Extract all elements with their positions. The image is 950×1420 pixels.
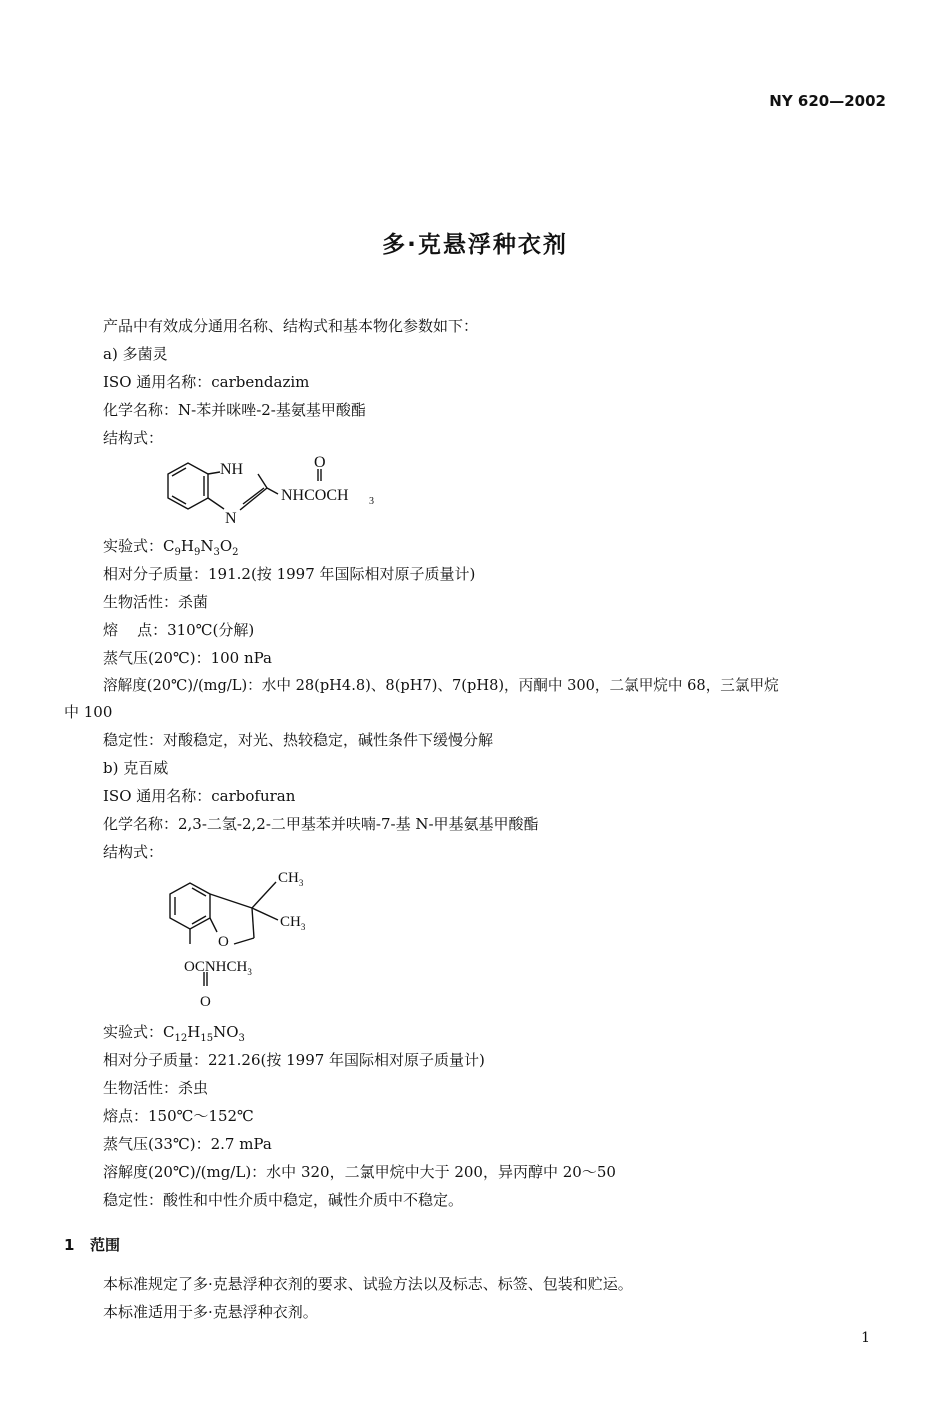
formula-n: N <box>200 537 214 555</box>
side-chain-label: NHCOCH <box>281 487 349 504</box>
intro-text: 产品中有效成分通用名称、结构式和基本物化参数如下： <box>103 317 479 335</box>
ingredient-b-activity: 生物活性：杀虫 <box>103 1079 209 1097</box>
ch3-bottom-label: $CH_3$ <box>280 914 306 932</box>
ingredient-a-vapor: 蒸气压(20℃)：100 nPa <box>103 649 272 667</box>
formula-h: H <box>187 1023 201 1041</box>
ingredient-a-stability: 稳定性：对酸稳定，对光、热较稳定，碱性条件下缓慢分解 <box>103 731 494 749</box>
ingredient-b-vapor: 蒸气压(33℃)：2.7 mPa <box>103 1135 272 1153</box>
carbofuran-structure <box>150 862 350 1014</box>
formula-c: C <box>163 537 175 555</box>
standard-code: NY 620—2002 <box>769 92 886 110</box>
ingredient-b-iso-name: ISO 通用名称：carbofuran <box>103 787 296 805</box>
n-label: N <box>225 510 237 527</box>
nh-label: NH <box>220 461 244 478</box>
formula-h-count: 15 <box>200 1033 214 1044</box>
formula-prefix: 实验式： <box>103 1023 164 1041</box>
side-chain-subscript: 3 <box>369 496 374 507</box>
formula-o: O <box>219 537 233 555</box>
ingredient-b-stability: 稳定性：酸性和中性介质中稳定，碱性介质中不稳定。 <box>103 1191 464 1209</box>
ingredient-a-mass: 相对分子质量：191.2(按 1997 年国际相对原子质量计) <box>103 565 476 583</box>
ingredient-a-solubility: 溶解度(20℃)/(mg/L)：水中 28(pH4.8)、8(pH7)、7(pH8)，丙酮中 300，二氯甲烷中 68，三氯甲烷 <box>103 677 779 694</box>
carbonyl-o-label: O <box>314 454 326 471</box>
carbonyl-o-label: O <box>200 994 211 1010</box>
ingredient-b-mass: 相对分子质量：221.26(按 1997 年国际相对原子质量计) <box>103 1051 485 1069</box>
ingredient-b-melting: 熔点：150℃～152℃ <box>103 1107 254 1125</box>
section-1-heading <box>64 1234 120 1255</box>
ingredient-b-chem-name: 化学名称：2,3-二氢-2,2-二甲基苯并呋喃-7-基 N-甲基氨基甲酸酯 <box>103 815 539 833</box>
section-number: 1 <box>64 1236 75 1254</box>
ingredient-a-activity: 生物活性：杀菌 <box>103 593 209 611</box>
ingredient-a-formula <box>103 536 239 563</box>
formula-h-count: 9 <box>193 547 201 558</box>
page-number: 1 <box>861 1330 870 1346</box>
formula-n-count: 3 <box>213 547 220 558</box>
formula-o-count: 3 <box>238 1033 245 1044</box>
formula-o: O <box>226 1023 239 1041</box>
ingredient-b-solubility: 溶解度(20℃)/(mg/L)：水中 320，二氯甲烷中大于 200，异丙醇中 20～50 <box>103 1163 616 1181</box>
ingredient-a-heading: a) 多菌灵 <box>103 345 168 363</box>
ch3-top-label: $CH_3$ <box>278 870 304 888</box>
section-1-para-1: 本标准规定了多·克悬浮种衣剂的要求、试验方法以及标志、标签、包装和贮运。 <box>103 1275 633 1293</box>
formula-prefix: 实验式： <box>103 537 164 555</box>
ingredient-a-melting: 熔 点：310℃(分解) <box>103 621 255 639</box>
formula-c-count: 12 <box>174 1033 188 1044</box>
carbamate-label: $OCNHCH_3$ <box>184 959 252 977</box>
carbendazim-structure <box>150 452 410 528</box>
ingredient-b-heading: b) 克百威 <box>103 759 169 777</box>
ingredient-a-structure-label: 结构式： <box>103 429 164 447</box>
ring-o-label: O <box>218 934 229 950</box>
formula-o-count: 2 <box>232 547 239 558</box>
section-title: 范围 <box>90 1236 121 1254</box>
formula-c-count: 9 <box>174 547 181 558</box>
formula-c: C <box>163 1023 175 1041</box>
ingredient-a-solubility-cont: 中 100 <box>64 703 113 721</box>
formula-h: H <box>180 537 194 555</box>
ingredient-a-chem-name: 化学名称：N-苯并咪唑-2-基氨基甲酸酯 <box>103 401 366 419</box>
formula-n: N <box>213 1023 227 1041</box>
page-title: 多·克悬浮种衣剂 <box>382 232 568 258</box>
ingredient-b-formula <box>103 1022 245 1049</box>
ingredient-b-structure-label: 结构式： <box>103 843 164 861</box>
ingredient-a-iso-name: ISO 通用名称：carbendazim <box>103 373 310 391</box>
section-1-para-2: 本标准适用于多·克悬浮种衣剂。 <box>103 1303 318 1321</box>
